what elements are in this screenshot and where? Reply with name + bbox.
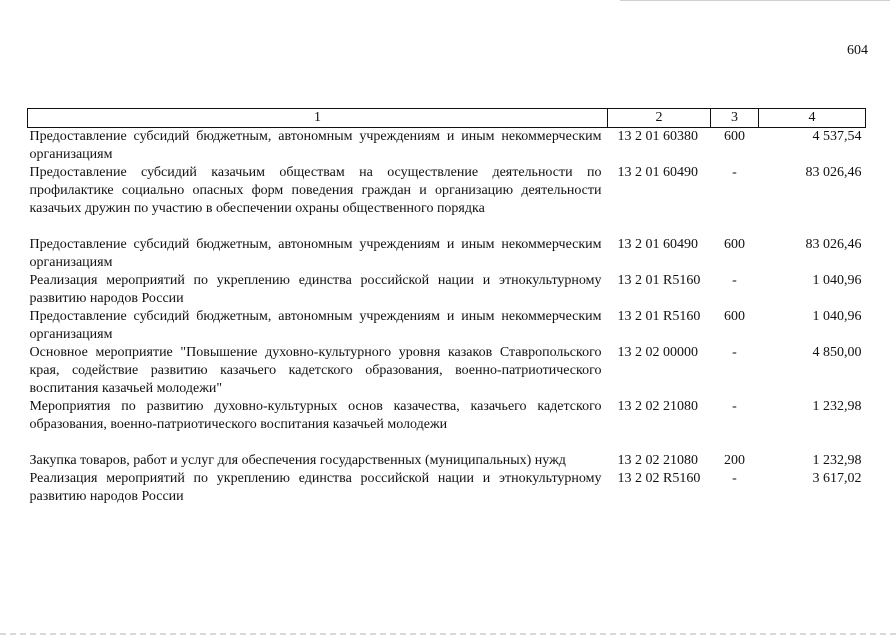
- row-amount: 4 537,54: [812, 129, 862, 144]
- table-row: [28, 308, 866, 344]
- header-col-1: 1: [28, 109, 608, 128]
- row-amount: 4 850,00: [812, 345, 862, 360]
- scan-edge-bottom: [0, 633, 896, 635]
- row-code: 13 2 02 21080: [617, 399, 698, 414]
- table-row: [28, 164, 866, 236]
- row-code: 13 2 01 R5160: [617, 309, 701, 324]
- row-type: -: [732, 471, 737, 486]
- row-name: Предоставление субсидий казачьим обществам на осуществление деятельности по профилактике социально опасных форм поведения граждан и организацию деятельности казачьих дружин по участию в обеспечении охраны общественного порядка: [29, 165, 602, 216]
- row-type: -: [732, 165, 737, 180]
- row-name: Предоставление субсидий бюджетным, автономным учреждениям и иным некоммерческим организациям: [29, 309, 602, 342]
- row-type: -: [732, 273, 737, 288]
- row-amount: 83 026,46: [805, 165, 862, 180]
- table-header-row: [28, 109, 866, 128]
- row-amount: 83 026,46: [805, 237, 862, 252]
- table-body: [28, 128, 866, 507]
- row-name: Реализация мероприятий по укреплению единства российской нации и этнокультурному развитию народов России: [29, 471, 602, 504]
- row-code: 13 2 01 60380: [617, 129, 698, 144]
- row-type: 600: [724, 237, 745, 252]
- header-col-3: 3: [711, 109, 759, 128]
- budget-table: [27, 108, 866, 506]
- row-type: -: [732, 345, 737, 360]
- row-name: Основное мероприятие "Повышение духовно-культурного уровня казаков Ставропольского края, содействие развитию казачьего кадетского образования, военно-патриотического воспитания казачьей молодежи": [29, 345, 602, 396]
- row-code: 13 2 02 21080: [617, 453, 698, 468]
- row-name: Мероприятия по развитию духовно-культурных основ казачества, казачьего кадетского образования, военно-патриотического воспитания казачьей молодежи: [29, 399, 602, 432]
- header-col-2: 2: [608, 109, 711, 128]
- row-amount: 1 040,96: [812, 273, 862, 288]
- table-row: [28, 470, 866, 506]
- row-name: Реализация мероприятий по укреплению единства российской нации и этнокультурному развитию народов России: [29, 273, 602, 306]
- row-name: Предоставление субсидий бюджетным, автономным учреждениям и иным некоммерческим организациям: [29, 129, 602, 162]
- table-row: [28, 452, 866, 470]
- page-number: 604: [847, 43, 868, 58]
- row-name: Закупка товаров, работ и услуг для обеспечения государственных (муниципальных) нужд: [29, 453, 566, 468]
- header-col-4: 4: [759, 109, 866, 128]
- row-amount: 3 617,02: [812, 471, 862, 486]
- scan-edge-top: [620, 0, 890, 1]
- row-type: 600: [724, 129, 745, 144]
- row-type: 200: [724, 453, 745, 468]
- row-type: 600: [724, 309, 745, 324]
- row-amount: 1 232,98: [812, 399, 862, 414]
- row-amount: 1 040,96: [812, 309, 862, 324]
- row-code: 13 2 01 R5160: [617, 273, 701, 288]
- table-row: [28, 344, 866, 398]
- table-row: [28, 398, 866, 452]
- row-code: 13 2 01 60490: [617, 237, 698, 252]
- row-type: -: [732, 399, 737, 414]
- table-row: [28, 272, 866, 308]
- row-amount: 1 232,98: [812, 453, 862, 468]
- row-code: 13 2 02 R5160: [617, 471, 701, 486]
- table-row: [28, 236, 866, 272]
- row-code: 13 2 01 60490: [617, 165, 698, 180]
- table-row: [28, 128, 866, 165]
- row-name: Предоставление субсидий бюджетным, автономным учреждениям и иным некоммерческим организациям: [29, 237, 602, 270]
- row-code: 13 2 02 00000: [617, 345, 698, 360]
